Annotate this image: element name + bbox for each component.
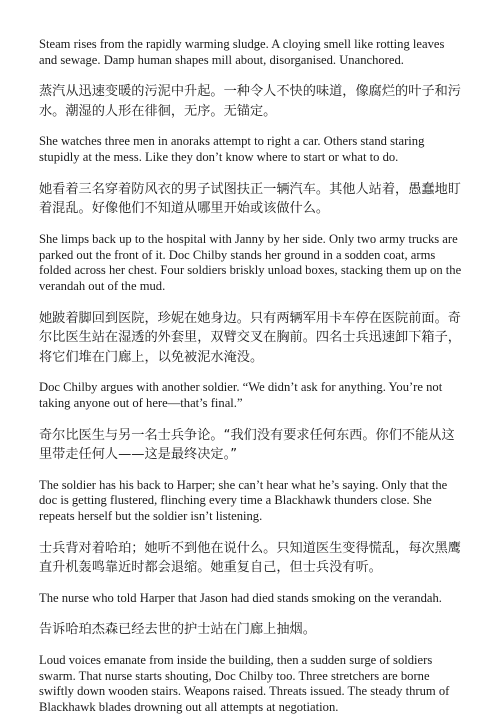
paragraph-zh-1: 蒸汽从迅速变暖的污泥中升起。一种令人不快的味道，像腐烂的叶子和污水。潮湿的人形在徘徊，无序。无锚定。 — [39, 84, 461, 119]
paragraph-en-1: Steam rises from the rapidly warming sludge. A cloying smell like rotting leaves and sewage. Damp human shapes mill about, disorganised. Unanchored. — [39, 37, 445, 67]
paragraph-en-7: Loud voices emanate from inside the building, then a sudden surge of soldiers swarm. That nurse starts shouting, Doc Chilby too. Three stretchers are borne swiftly down wooden stairs. Weapons raised. Threats issued. The steady thrum of Blackhawk blades drowning out all attempts at negotiation. — [39, 652, 450, 714]
paragraph-en-2: She watches three men in anoraks attempt to right a car. Others stand staring stupidly at the mess. Like they don’t know where to start or what to do. — [39, 134, 425, 165]
paragraph-en-5: The soldier has his back to Harper; she can’t hear what he’s saying. Only that the doc is getting flustered, flinching every time a Blackhawk thunders close. She repeats herself but the soldier isn’t listening. — [39, 477, 448, 523]
paragraph-en-6: The nurse who told Harper that Jason had died stands smoking on the verandah. — [39, 590, 442, 605]
paragraph-en-4: Doc Chilby argues with another soldier. “We didn’t ask for anything. You’re not taking anyone out of here—that’s final.” — [39, 380, 443, 410]
paragraph-zh-6: 告诉哈珀杰森已经去世的护士站在门廊上抽烟。 — [39, 622, 316, 638]
paragraph-en-3: She limps back up to the hospital with Janny by her side. Only two army trucks are parked out the front of it. Doc Chilby stands her ground in a sodden coat, arms folded across her chest. Four soldiers briskly unload boxes, stacking them up on the verandah out of the mud. — [39, 231, 462, 293]
paragraph-zh-4: 奇尔比医生与另一名士兵争论。“我们没有要求任何东西。你们不能从这里带走任何人——这是最终决定。” — [39, 427, 455, 463]
paragraph-zh-3: 她跛着脚回到医院，珍妮在她身边。只有两辆军用卡车停在医院前面。奇尔比医生站在湿透的外套里，双臂交叉在胸前。四名士兵迅速卸下箱子，将它们堆在门廊上，以免被泥水淹没。 — [39, 310, 461, 365]
document-page — [39, 37, 463, 716]
paragraph-zh-2: 她看着三名穿着防风衣的男子试图扶正一辆汽车。其他人站着，愚蠢地盯着混乱。好像他们不知道从哪里开始或该做什么。 — [39, 181, 461, 217]
paragraph-zh-5: 士兵背对着哈珀；她听不到他在说什么。只知道医生变得慌乱，每次黑鹰直升机轰鸣靠近时都会退缩。她重复自己，但士兵没有听。 — [39, 540, 461, 576]
